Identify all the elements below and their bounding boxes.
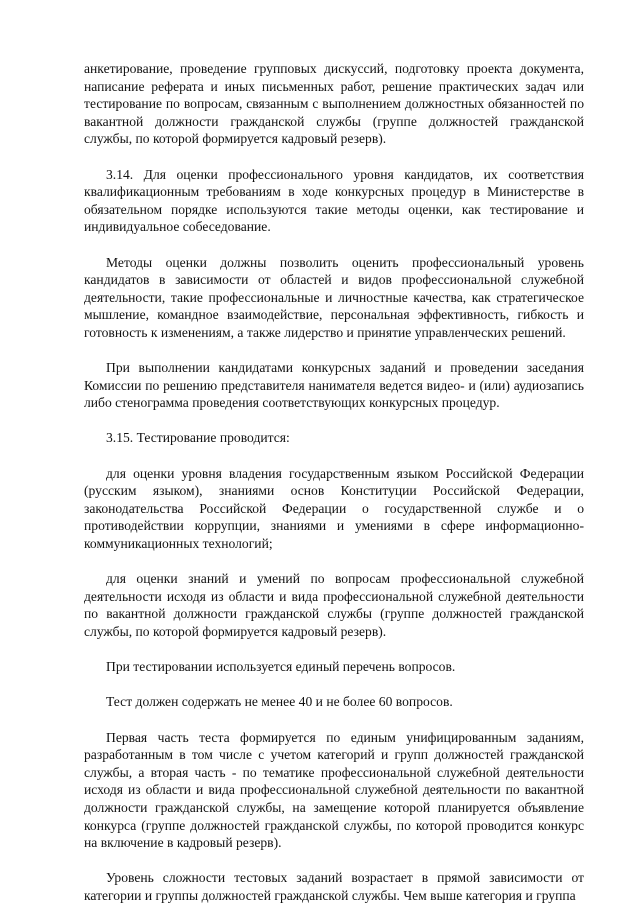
paragraph-evaluation-methods: Методы оценки должны позволить оценить профессиональный уровень кандидатов в зависимости от областей и видов профессиональной служебной деятельности, такие профессиональные и личностные качества, как стратегическое мышление, командное взаимодействие, персональная эффективность, гибкость и готовность к изменениям, а также лидерство и принятие управленческих решений.: [84, 254, 584, 340]
paragraph-3-15: 3.15. Тестирование проводится:: [106, 430, 290, 446]
document-body: [84, 60, 584, 905]
paragraph-recording: При выполнении кандидатами конкурсных заданий и проведении заседания Комиссии по решению представителя нанимателя ведется видео- и (или) аудиозапись либо стенограмма проведения соответствующих конкурсных процедур.: [84, 360, 584, 411]
paragraph-question-count: Тест должен содержать не менее 40 и не более 60 вопросов.: [106, 694, 453, 710]
paragraph-single-question-list: При тестировании используется единый перечень вопросов.: [106, 659, 456, 675]
paragraph-professional-testing: для оценки знаний и умений по вопросам профессиональной служебной деятельности исходя из области и вида профессиональной служебной деятельности по вакантной должности гражданской службы (группе должностей гражданской службы, по которой формируется кадровый резерв).: [84, 571, 584, 639]
paragraph-difficulty-level: Уровень сложности тестовых заданий возрастает в прямой зависимости от категории и группы должностей гражданской службы. Чем выше категория и группа: [84, 870, 584, 903]
paragraph-language-testing: для оценки уровня владения государственным языком Российской Федерации (русским языком), знаниями основ Конституции Российской Федерации, законодательства Российской Федерации о государственной службе и о противодействии коррупции, знаниями и умениями в сфере информационно-коммуникационных технологий;: [84, 465, 584, 552]
paragraph-3-14: 3.14. Для оценки профессионального уровня кандидатов, их соответствия квалификационным требованиям в ходе конкурсных процедур в Министерстве в обязательном порядке используются такие методы оценки, как тестирование и индивидуальное собеседование.: [84, 166, 584, 235]
paragraph-test-parts: Первая часть теста формируется по единым унифицированным заданиям, разработанным в том числе с учетом категорий и групп должностей гражданской службы, а вторая часть - по тематике профессиональной служебной деятельности исходя из области и вида профессиональной служебной деятельности по вакантной должности гражданской службы, на замещение которой планируется объявление конкурса (группе должностей гражданской службы, по которой проводится конкурс на включение в кадровый резерв).: [84, 729, 584, 851]
paragraph-continuation: анкетирование, проведение групповых дискуссий, подготовку проекта документа, написание реферата и иных письменных работ, решение практических задач или тестирование по вопросам, связанным с выполнением должностных обязанностей по вакантной должности гражданской службы (группе должностей гражданской службы, по которой формируется кадровый резерв).: [84, 61, 584, 147]
